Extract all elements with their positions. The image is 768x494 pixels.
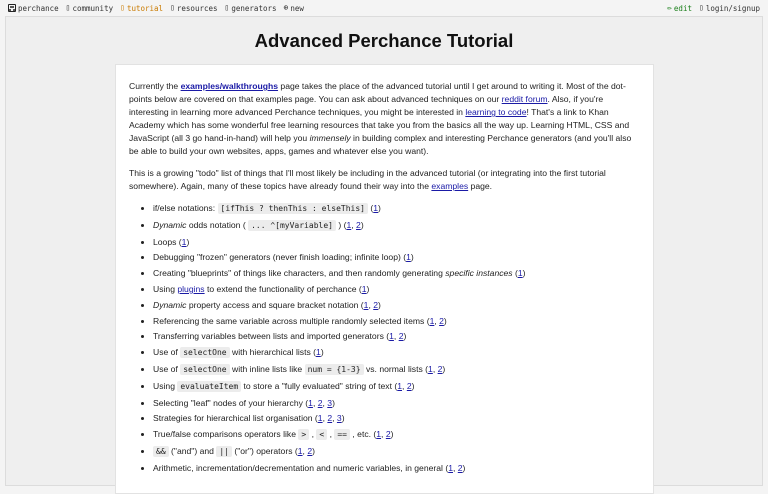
text: Arithmetic, incrementation/decrementation and numeric variables, in general ( [153,462,449,473]
text: ) ( [335,219,347,230]
text: , [327,429,335,440]
list-item [153,363,639,377]
community-icon: ▯ [65,3,71,12]
text: , [402,380,407,391]
list-item [153,267,639,280]
code: && [153,446,169,457]
nav-generators-label: generators [231,3,277,13]
list-item [153,428,639,442]
ref-link[interactable]: 1 [317,413,323,424]
code: [ifThis ? thenThis : elseThis] [218,203,369,214]
ref-link[interactable]: 2 [356,219,361,230]
pencil-icon: ✏ [667,3,672,12]
todo-list [129,202,639,475]
page-title: Advanced Perchance Tutorial [254,30,514,51]
text: ( [368,203,374,213]
ref-link[interactable]: 2 [317,397,323,408]
ref-link[interactable]: 1 [397,380,403,391]
list-item [153,299,639,312]
list-item [153,397,639,410]
dice-icon [8,4,16,12]
code: evaluateItem [177,381,241,392]
nav-left [8,4,304,13]
text: page. [468,181,493,191]
text: Loops ( [153,236,182,247]
list-item [153,462,639,475]
intro-paragraph-2 [129,167,639,193]
code: < [316,429,327,440]
text: , [302,445,308,456]
nav-perchance[interactable] [8,4,59,13]
ref-link[interactable]: 2 [307,445,313,456]
list-item [153,346,639,360]
nav-new-label: new [290,3,304,13]
text: Currently the [129,81,181,91]
examples-walkthroughs-link[interactable]: examples/walkthroughs [180,81,279,91]
text: property access and square bracket notation ( [186,299,364,310]
text: ) [186,236,190,247]
generators-icon: ▯ [224,3,230,12]
list-item [153,219,639,233]
ref-link[interactable]: 1 [389,331,394,342]
content-card [115,64,654,494]
text: odds notation ( [186,219,249,230]
text: ) [390,429,394,440]
text: ! That's a link to Khan Academy which has some wonderful free learning resources that take you from the basics all the way up. Learning HTML, CSS and JavaScript (all 3 go hand-in-hand) will help you [129,107,630,143]
text: Creating "blueprints" of things like characters, and then randomly generating [153,268,446,279]
list-item [153,315,639,328]
nav-edit-label: edit [673,3,692,13]
code: || [216,446,232,457]
ref-link[interactable]: 2 [457,462,463,473]
text: with hierarchical lists ( [229,347,317,358]
ref-link[interactable]: 1 [376,429,382,440]
user-icon: ▯ [698,3,704,12]
ref-link[interactable]: 1 [428,363,433,374]
ref-link[interactable]: 3 [336,413,342,424]
plus-circle-icon: ⊕ [283,3,289,12]
text: True/false comparisons operators like [153,429,299,440]
text: ("or") operators ( [231,445,298,456]
text: , [332,413,337,424]
text: , [432,363,438,374]
code: num = {1-3} [305,364,364,375]
ref-link[interactable]: 1 [297,445,303,456]
text: Selecting "leaf" nodes of your hierarchy ( [153,397,309,408]
text: ) [411,380,415,391]
nav-generators[interactable] [225,4,277,13]
text: ) [312,445,315,456]
text: , [312,397,318,408]
text: Using [153,380,178,391]
nav-right [667,4,760,13]
ref-link[interactable]: 2 [406,380,412,391]
ref-link[interactable]: 1 [406,252,411,263]
nav-login-label: login/signup [705,3,760,13]
list-item [153,202,639,216]
examples-link[interactable]: examples [431,181,469,191]
text: ) [443,315,447,326]
ref-link[interactable]: 2 [439,315,444,326]
text: , [322,397,328,408]
nav-community-label: community [72,3,114,13]
ref-link[interactable]: 2 [385,429,391,440]
reddit-forum-link[interactable]: reddit forum [501,94,548,104]
text: Referencing the same variable across multiple randomly selected items ( [153,315,430,326]
text: ) [410,252,414,263]
plugins-link[interactable]: plugins [177,283,205,294]
code: selectOne [180,347,229,358]
text: . Also, if you're interesting in learning more advanced Perchance techniques, you might be interested in [129,94,604,117]
code: selectOne [180,364,229,375]
ref-link[interactable]: 2 [327,413,333,424]
text: ) [522,268,526,279]
ref-link[interactable]: 1 [429,315,435,326]
text: if/else notations: [153,203,218,213]
text: Use of [153,363,181,374]
ref-link[interactable]: 1 [181,236,187,247]
text: , [351,219,357,230]
text: ) [366,283,370,294]
text: , [393,331,399,342]
intro-paragraph-1 [129,80,639,158]
text: ) [360,219,364,230]
text: ("and") and [168,445,217,456]
text: with inline lists like [229,363,305,374]
text: Using [153,283,178,294]
text: , [309,429,317,440]
text: , [434,315,440,326]
text: in building complex and interesting Perchance generators (and you'll also be able to build your own websites, apps, games and whatever else you want). [129,133,632,156]
list-item [153,412,639,425]
list-item [153,283,639,296]
ref-link[interactable]: 1 [346,219,352,230]
emphasis: Dynamic [153,299,187,310]
ref-link[interactable]: 3 [327,397,333,408]
ref-link[interactable]: 1 [373,203,379,213]
nav-tutorial[interactable] [120,4,163,13]
nav-login[interactable] [699,4,760,13]
ref-link[interactable]: 2 [437,363,443,374]
text: Strategies for hierarchical list organisation ( [153,413,318,424]
text: , [381,429,386,440]
list-item [153,330,639,343]
nav-resources[interactable] [170,4,217,13]
text: , [322,413,328,424]
text: ) [332,397,335,408]
text: , etc. ( [350,429,377,440]
ref-link[interactable]: 2 [373,299,379,310]
ref-link[interactable]: 1 [361,283,367,294]
text: Transferring variables between lists and imported generators ( [153,331,390,342]
list-item [153,236,639,249]
list-item [153,445,639,459]
text: Debugging "frozen" generators (never finish loading; infinite loop) ( [153,252,407,263]
learning-to-code-link[interactable]: learning to code [465,107,527,117]
nav-new[interactable] [284,4,304,13]
text: ) [403,331,407,342]
emphasis: Dynamic [153,219,187,230]
text: ) [442,363,446,374]
text: ) [341,413,345,424]
nav-edit[interactable] [667,4,692,13]
nav-community[interactable] [66,4,113,13]
ref-link[interactable]: 1 [308,397,313,408]
ref-link[interactable]: 1 [517,268,523,279]
text: This is a growing "todo" list of things that I'll most likely be including in the advanced tutorial (or integrating into the first tutorial somewhere). Again, many of these topics have already found their way into the [129,168,606,191]
nav-tutorial-label: tutorial [126,3,164,13]
text: , [368,299,374,310]
code: == [334,429,350,440]
text: ( [512,268,518,279]
code: ... ^[myVariable] [248,220,336,231]
text: page takes the place of the advanced tutorial until I get around to writing it. Most of the dot-points below are covered on that examples page. You can ask about advanced techniques on our [129,81,626,104]
list-item [153,380,639,394]
text: Use of [153,347,181,358]
text: vs. normal lists ( [363,363,429,374]
code: > [298,429,309,440]
nav-resources-label: resources [176,3,218,13]
ref-link[interactable]: 2 [398,331,404,342]
text: ) [378,203,381,213]
text: to extend the functionality of perchance ( [204,283,362,294]
text: ) [462,462,466,473]
ref-link[interactable]: 1 [363,299,369,310]
nav-perchance-label: perchance [18,3,59,13]
list-item [153,251,639,264]
text: to store a "fully evaluated" string of text ( [241,380,398,391]
text: , [452,462,458,473]
ref-link[interactable]: 1 [448,462,453,473]
top-nav [0,0,768,16]
tutorial-icon: ▯ [120,3,125,12]
emphasis: immensely [309,133,351,143]
text: ) [378,299,381,310]
emphasis: specific instances [445,268,513,279]
resources-icon: ▯ [170,3,175,12]
ref-link[interactable]: 1 [316,347,321,358]
text: ) [320,347,324,358]
